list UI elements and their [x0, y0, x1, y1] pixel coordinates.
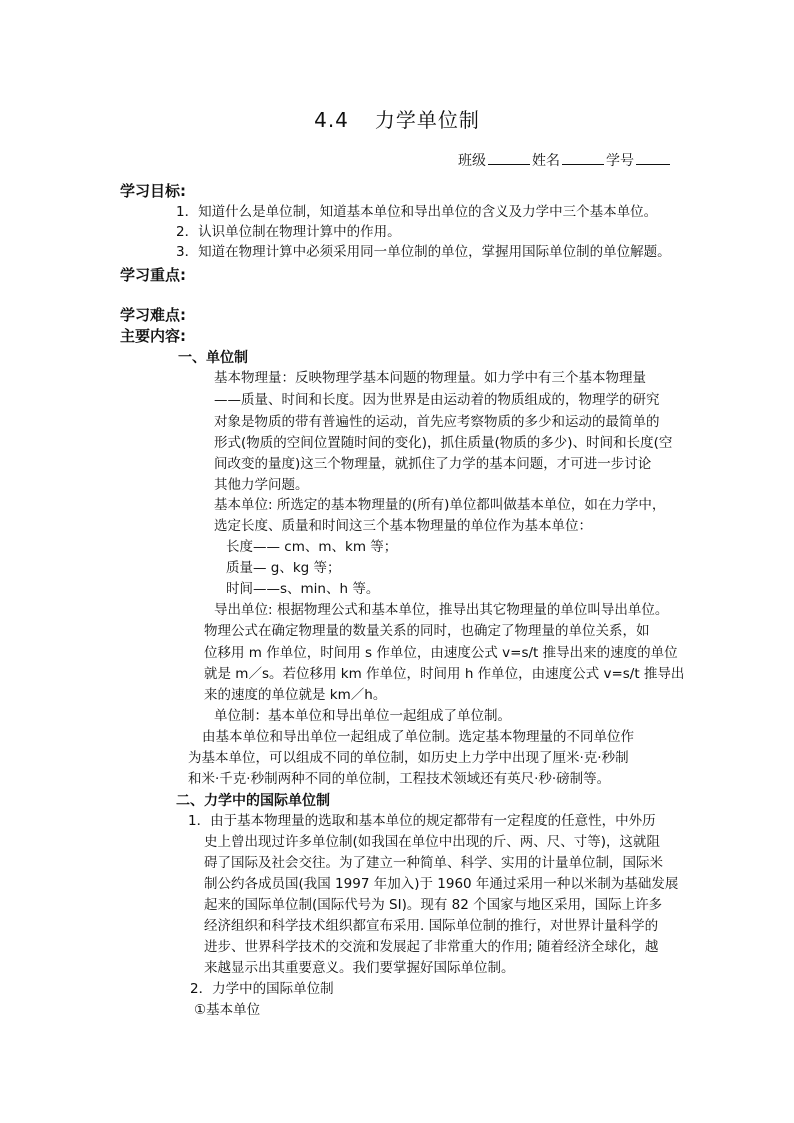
section1-para1-line: 形式(物质的空间位置随时间的变化)，抓住质量(物质的多少)、时间和长度(空 [214, 435, 673, 451]
unit-length: 长度—— cm、m、km 等； [226, 539, 398, 555]
section1-para1-line: 基本物理量：反映物理学基本问题的物理量。如力学中有三个基本物理量 [214, 370, 646, 386]
objectives-heading: 学习目标: [120, 182, 186, 200]
section1-para3-line: 物理公式在确定物理量的数量关系的同时，也确定了物理量的单位关系，如 [204, 623, 650, 639]
section2-para1-line: 史上曾出现过许多单位制(如我国在单位中出现的斤、两、尺、寸等)，这就阻 [204, 834, 661, 850]
section1-para3-line: 位移用 m 作单位，时间用 s 作单位，由速度公式 v=s/t 推导出来的速度的单位 [204, 645, 678, 661]
section2-para1-line: 1．由于基本物理量的选取和基本单位的规定都带有一定程度的任意性，中外历 [188, 813, 656, 829]
unit-time: 时间——s、min、h 等。 [226, 581, 380, 597]
section1-para2-line: 选定长度、质量和时间这三个基本物理量的单位作为基本单位： [214, 518, 592, 534]
section1-heading: 一、单位制 [178, 350, 248, 366]
section2-para1-line: 来越显示出其重要意义。我们要掌握好国际单位制。 [204, 960, 515, 976]
class-blank [488, 152, 530, 165]
section2-para1-line: 碍了国际及社会交往。为了建立一种简单、科学、实用的计量单位制，国际米 [204, 855, 663, 871]
main-content-heading: 主要内容: [120, 327, 186, 345]
section2-item2-1: ①基本单位 [194, 1002, 261, 1018]
section1-para1-line: 间改变的量度)这三个物理量，就抓住了力学的基本问题，才可进一步讨论 [214, 456, 652, 472]
student-info-line [458, 150, 672, 170]
section2-para1-line: 进步、世界科学技术的交流和发展起了非常重大的作用; 随着经济全球化，越 [204, 939, 659, 955]
section1-para5-line: 由基本单位和导出单位一起组成了单位制。选定基本物理量的不同单位作 [202, 729, 634, 745]
section2-item2: 2．力学中的国际单位制 [190, 981, 334, 997]
section1-para4: 单位制：基本单位和导出单位一起组成了单位制。 [214, 708, 511, 724]
section2-para1-line: 起来的国际单位制(国际代号为 SI)。现有 82 个国家与地区采用，国际上许多 [204, 897, 663, 913]
class-label: 班级 [458, 153, 486, 169]
section1-para5-line: 和米·千克·秒制两种不同的单位制，工程技术领域还有英尺·秒·磅制等。 [188, 771, 611, 787]
unit-mass: 质量— g、kg 等； [226, 560, 341, 576]
section2-para1-line: 制公约各成员国(我国 1997 年加入)于 1960 年通过采用一种以米制为基础发展 [204, 876, 679, 892]
title-number: 4.4 [314, 108, 349, 132]
section1-para3-line: 导出单位: 根据物理公式和基本单位，推导出其它物理量的单位叫导出单位。 [214, 602, 669, 618]
id-label: 学号 [606, 153, 634, 169]
name-label: 姓名 [532, 153, 560, 169]
page-title [0, 104, 794, 133]
section1-para3-line: 来的速度的单位就是 km／h。 [204, 687, 387, 703]
section1-para1-line: ——质量、时间和长度。因为世界是由运动着的物质组成的，物理学的研究 [214, 392, 660, 408]
key-points-heading: 学习重点: [120, 266, 186, 284]
difficulties-heading: 学习难点: [120, 306, 186, 324]
name-blank [562, 152, 604, 165]
section2-heading: 二、力学中的国际单位制 [176, 793, 330, 809]
section1-para1-line: 其他力学问题。 [214, 477, 309, 493]
section1-para5-line: 为基本单位，可以组成不同的单位制，如历史上力学中出现了厘米·克·秒制 [188, 750, 629, 766]
section2-para1-line: 经济组织和科学技术组织都宣布采用. 国际单位制的推行，对世界计量科学的 [204, 918, 659, 934]
objective-item: 2．认识单位制在物理计算中的作用。 [176, 224, 401, 240]
section1-para2-line: 基本单位: 所选定的基本物理量的(所有)单位都叫做基本单位，如在力学中， [214, 497, 666, 513]
title-text: 力学单位制 [374, 108, 480, 132]
objective-item: 3．知道在物理计算中必须采用同一单位制的单位，掌握用国际单位制的单位解题。 [176, 244, 671, 260]
section1-para1-line: 对象是物质的带有普遍性的运动，首先应考察物质的多少和运动的最简单的 [214, 414, 660, 430]
id-blank [636, 152, 670, 165]
section1-para3-line: 就是 m／s。若位移用 km 作单位，时间用 h 作单位，由速度公式 v=s/t 推导出 [204, 666, 685, 682]
objective-item: 1．知道什么是单位制，知道基本单位和导出单位的含义及力学中三个基本单位。 [176, 204, 658, 220]
